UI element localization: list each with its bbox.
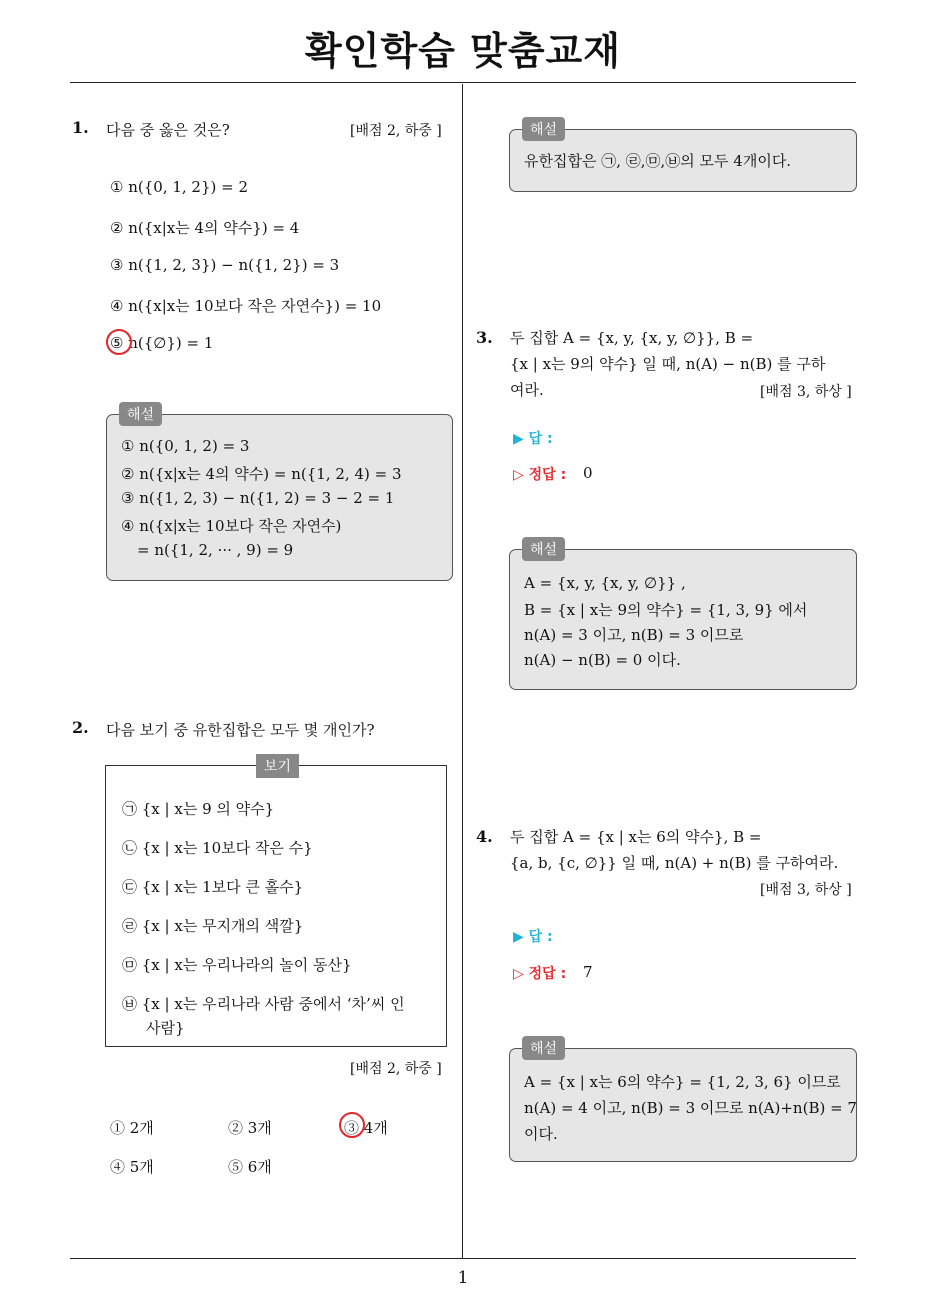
explanation-tag: 해설 (522, 117, 565, 141)
explanation-line: ④ n({x|x는 10보다 작은 자연수) (121, 517, 342, 535)
question-meta: [배점 3, 하상 ] (760, 882, 852, 898)
question-line: {x | x는 9의 약수} 일 때, n(A) − n(B) 를 구하 (510, 355, 826, 373)
explanation-tag: 해설 (522, 1036, 565, 1060)
choice-5[interactable]: ⑤ n({∅}) = 1 (110, 334, 214, 352)
answer-input-label[interactable]: ▶ 답 : (513, 431, 553, 447)
question-meta: [배점 3, 하상 ] (760, 384, 852, 400)
choice-4[interactable]: ④ 5개 (110, 1158, 154, 1176)
example-item: ㉤ {x | x는 우리나라의 놀이 동산} (122, 956, 352, 974)
selected-answer-mark (339, 1112, 365, 1138)
explanation-line: n(A) = 4 이고, n(B) = 3 이므로 n(A)+n(B) = 7 (524, 1099, 857, 1117)
page-title: 확인학습 맞춤교재 (305, 29, 621, 73)
column-divider (462, 84, 463, 1259)
question-number: 3. (476, 328, 493, 347)
example-item: ㉣ {x | x는 무지개의 색깔} (122, 917, 304, 935)
header-rule (70, 82, 856, 83)
explanation-line: A = {x, y, {x, y, ∅}} , (524, 574, 686, 592)
question-meta: [배점 2, 하중 ] (350, 123, 442, 139)
question-meta: [배점 2, 하중 ] (350, 1061, 442, 1077)
question-line: {a, b, {c, ∅}} 일 때, n(A) + n(B) 를 구하여라. (510, 854, 839, 872)
explanation-box (509, 1041, 857, 1162)
explanation-tag: 해설 (119, 402, 162, 426)
example-tag: 보기 (256, 754, 299, 778)
explanation-line: n(A) − n(B) = 0 이다. (524, 651, 681, 669)
question-text: 다음 보기 중 유한집합은 모두 몇 개인가? (106, 721, 375, 739)
footer-rule (70, 1258, 856, 1259)
example-item: ㉥ {x | x는 우리나라 사람 중에서 ‘차’씨 인 (122, 995, 405, 1013)
answer-input-label[interactable]: ▶ 답 : (513, 929, 553, 945)
question-line: 두 집합 A = {x, y, {x, y, ∅}}, B = (510, 329, 754, 347)
page-number: 1 (457, 1268, 469, 1288)
explanation-line: ① n({0, 1, 2) = 3 (121, 437, 250, 455)
correct-answer-value: 7 (583, 963, 593, 981)
correct-answer-value: 0 (583, 464, 593, 482)
explanation-line: ③ n({1, 2, 3) − n({1, 2) = 3 − 2 = 1 (121, 489, 395, 507)
correct-answer-label: ▷ 정답 : (513, 966, 567, 982)
correct-answer-label: ▷ 정답 : (513, 467, 567, 483)
explanation-line: = n({1, 2, ··· , 9) = 9 (137, 541, 294, 559)
selected-answer-mark (106, 329, 132, 355)
explanation-line: 유한집합은 ㉠, ㉣,㉤,㉥의 모두 4개이다. (524, 152, 792, 170)
explanation-line: 이다. (524, 1125, 558, 1143)
question-text (510, 824, 858, 876)
choice-3[interactable]: ③ n({1, 2, 3}) − n({1, 2}) = 3 (110, 256, 340, 274)
explanation-box (509, 542, 857, 690)
explanation-box (106, 407, 453, 581)
explanation-line: ② n({x|x는 4의 약수) = n({1, 2, 4) = 3 (121, 465, 402, 483)
choice-2[interactable]: ② 3개 (228, 1119, 272, 1137)
choice-1[interactable]: ① n({0, 1, 2}) = 2 (110, 178, 249, 196)
choice-3[interactable]: ③ 4개 (344, 1119, 388, 1137)
example-item: ㉠ {x | x는 9 의 약수} (122, 800, 275, 818)
example-box (105, 759, 447, 1047)
question-line: 여라. (510, 381, 544, 399)
choice-2[interactable]: ② n({x|x는 4의 약수}) = 4 (110, 219, 300, 237)
choice-4[interactable]: ④ n({x|x는 10보다 작은 자연수}) = 10 (110, 297, 382, 315)
explanation-tag: 해설 (522, 537, 565, 561)
example-item: 사람} (146, 1019, 185, 1037)
explanation-line: n(A) = 3 이고, n(B) = 3 이므로 (524, 626, 744, 644)
question-line: 두 집합 A = {x | x는 6의 약수}, B = (510, 828, 762, 846)
explanation-box (509, 122, 857, 192)
example-item: ㉢ {x | x는 1보다 큰 홀수} (122, 878, 304, 896)
question-number: 4. (476, 827, 493, 846)
question-number: 1. (72, 118, 89, 137)
choice-1[interactable]: ① 2개 (110, 1119, 154, 1137)
question-text: 다음 중 옳은 것은? (106, 121, 230, 139)
explanation-line: B = {x | x는 9의 약수} = {1, 3, 9} 에서 (524, 601, 808, 619)
explanation-line: A = {x | x는 6의 약수} = {1, 2, 3, 6} 이므로 (524, 1073, 841, 1091)
choice-5[interactable]: ⑤ 6개 (228, 1158, 272, 1176)
question-number: 2. (72, 718, 89, 737)
example-item: ㉡ {x | x는 10보다 작은 수} (122, 839, 313, 857)
